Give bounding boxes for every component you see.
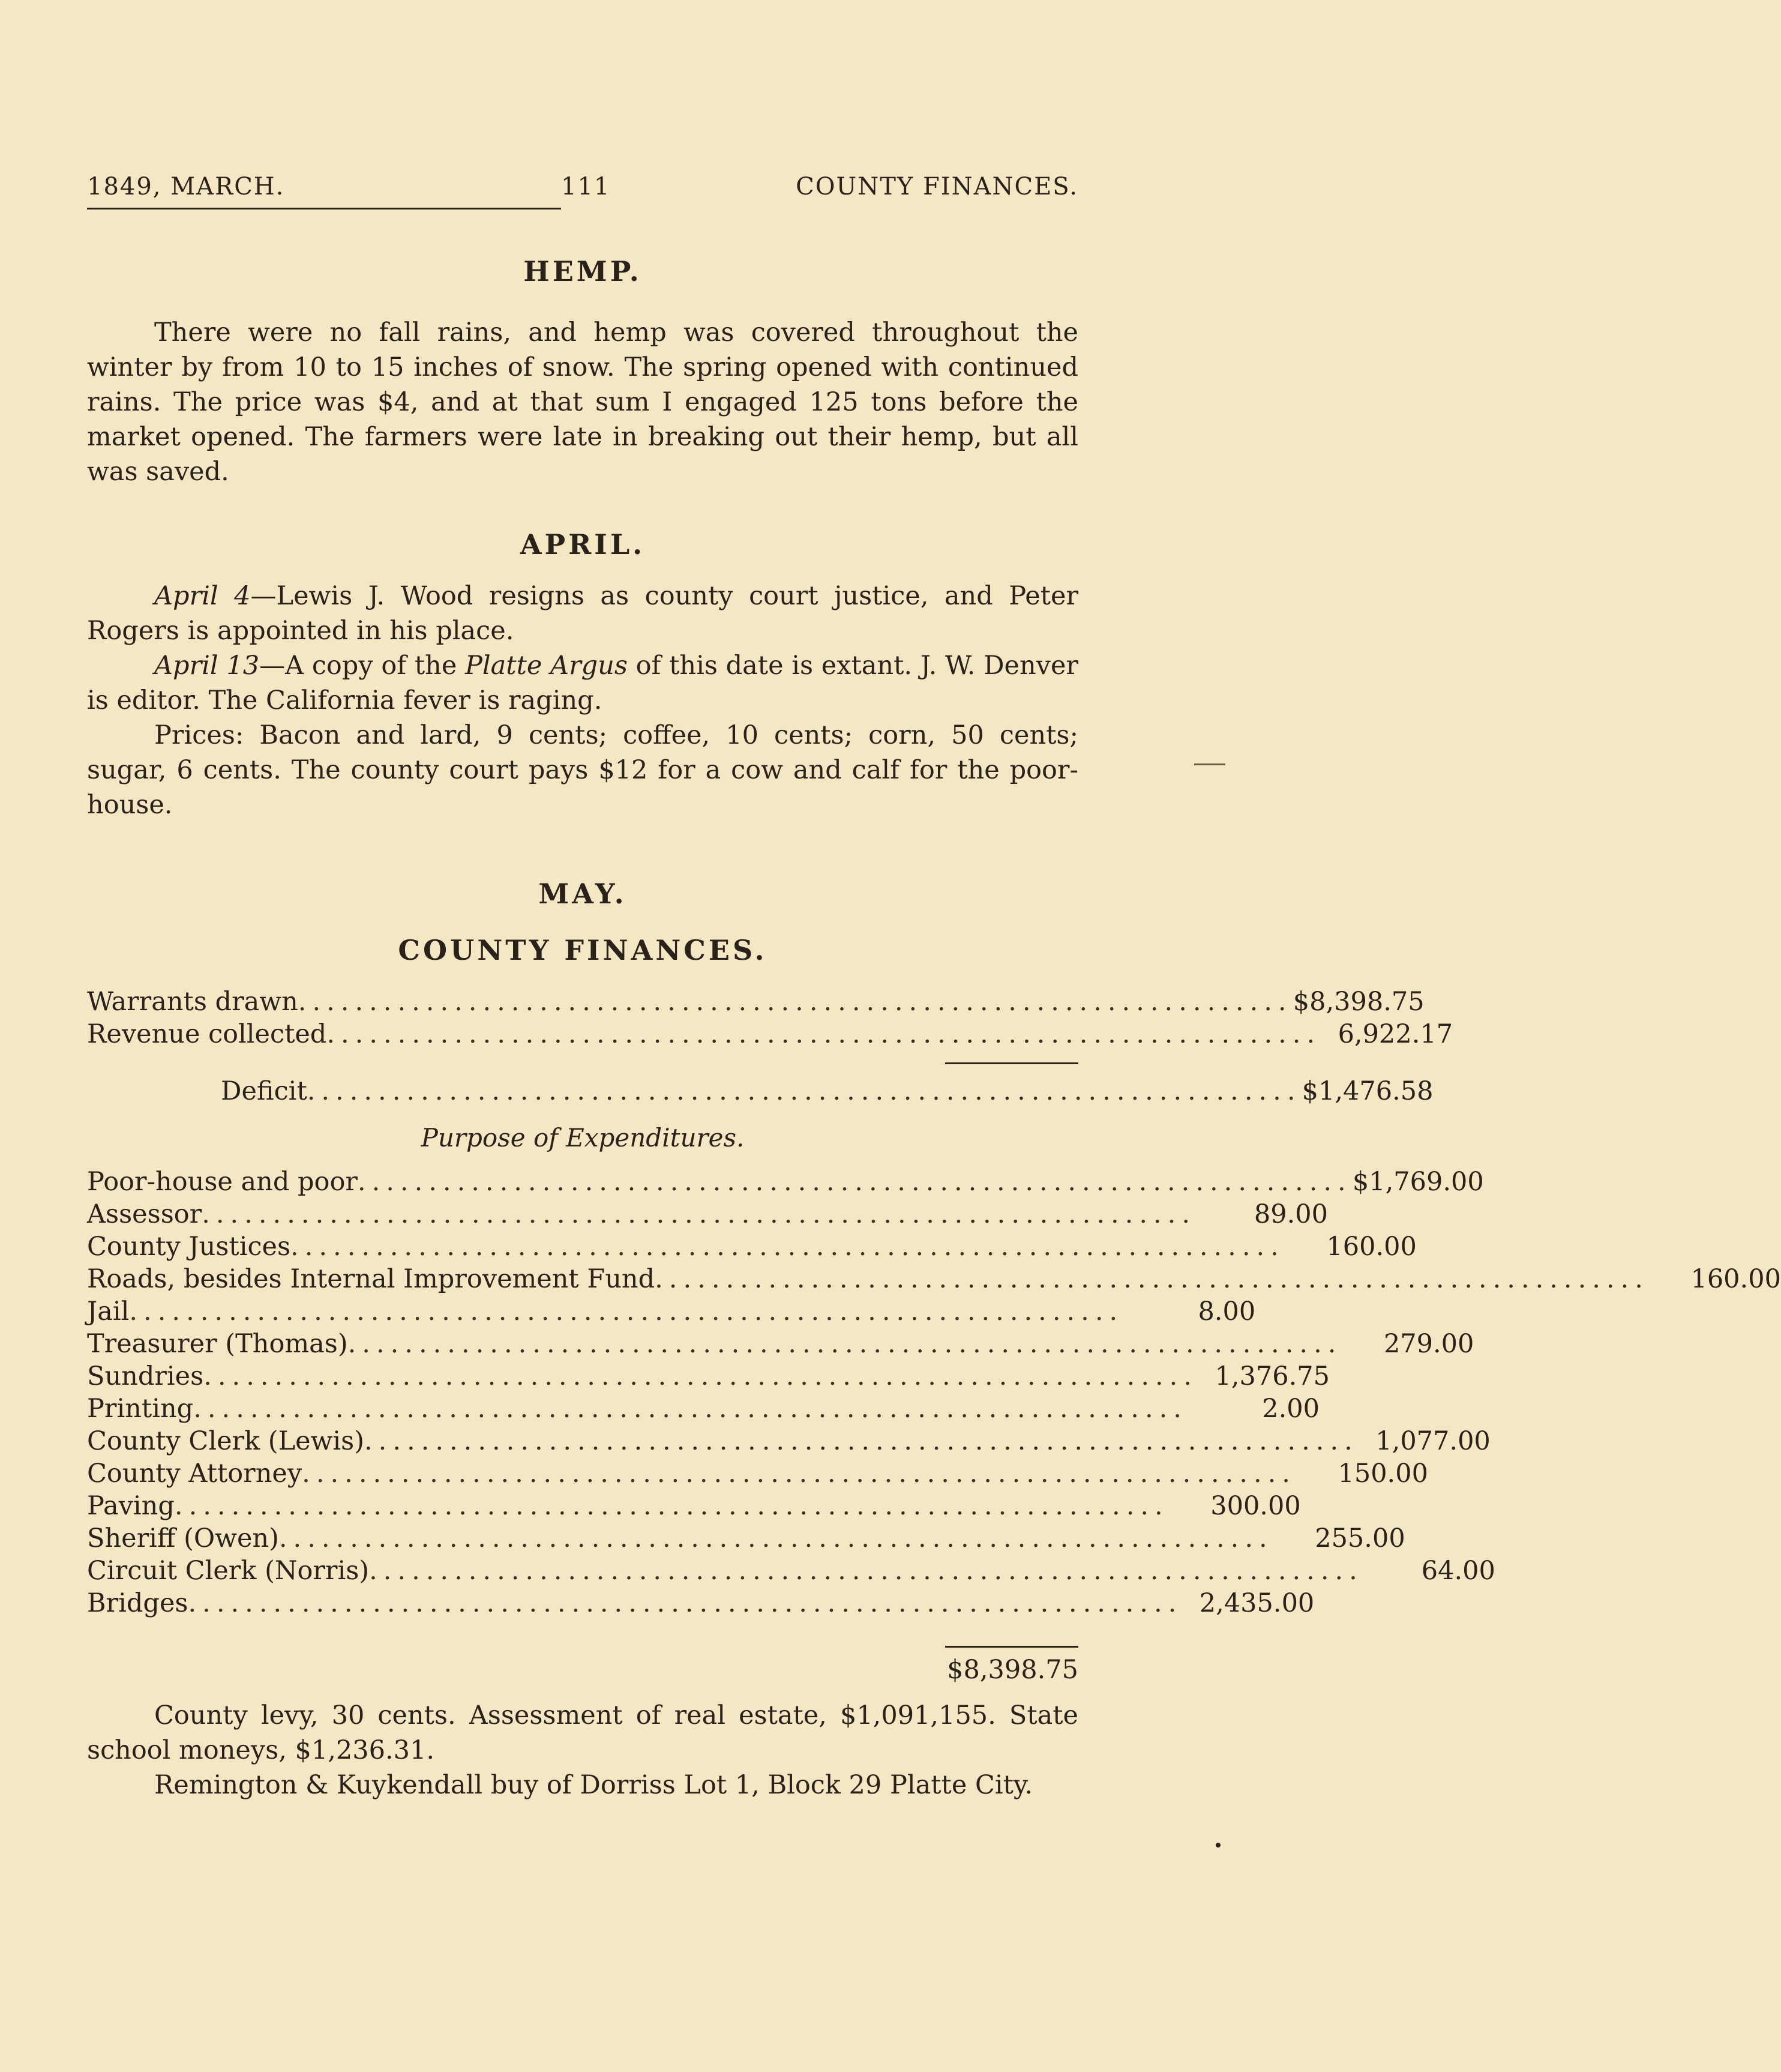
leader-dots: ...................................................................... <box>278 1523 1273 1553</box>
purpose-heading: Purpose of Expenditures. <box>421 1123 745 1152</box>
expenditure-row <box>87 1393 1320 1425</box>
expenditure-amount: 2,435.00 <box>1199 1588 1315 1618</box>
expenditure-label: Sundries <box>87 1361 204 1391</box>
margin-mark <box>1194 763 1225 765</box>
expenditure-label: Jail <box>87 1297 130 1327</box>
newspaper-title: Platte Argus <box>464 651 628 681</box>
county-finances-heading: COUNTY FINANCES. <box>398 934 767 966</box>
expenditure-row <box>87 1425 1491 1457</box>
leader-dots: ...................................................................... <box>364 1426 1359 1456</box>
expenditure-amount: 1,077.00 <box>1375 1426 1491 1456</box>
expenditure-row <box>87 1230 1417 1263</box>
may-section <box>87 878 1781 1802</box>
expenditure-row <box>87 1166 1484 1198</box>
april-13-text-a: —A copy of the <box>259 651 465 681</box>
expenditure-amount: 160.00 <box>1690 1264 1781 1294</box>
header-date: 1849, MARCH. <box>87 173 285 200</box>
expenditure-amount: 8.00 <box>1198 1297 1256 1327</box>
expenditure-row <box>87 1295 1256 1328</box>
april-13-date: April 13 <box>154 651 260 681</box>
expenditure-row <box>87 1522 1405 1555</box>
summary-amount: 6,922.17 <box>1338 1019 1453 1049</box>
expenditure-label: Circuit Clerk (Norris) <box>87 1556 370 1586</box>
remington-paragraph: Remington & Kuykendall buy of Dorriss Lot 1, Block 29 Platte City. <box>154 1770 1033 1800</box>
expenditure-amount: 150.00 <box>1338 1459 1428 1489</box>
expenditure-label: Assessor <box>87 1199 202 1229</box>
header-rule <box>87 208 561 209</box>
prices-entry: Prices: Bacon and lard, 9 cents; coffee, 10 cents; corn, 50 cents; sugar, 6 cents. The county court pays $12 for a cow and calf for the poor-house. <box>87 720 1078 820</box>
expenditure-total: $8,398.75 <box>947 1655 1078 1685</box>
expenditure-list <box>87 1166 1781 1685</box>
expenditure-label: Treasurer (Thomas) <box>87 1329 348 1359</box>
header-section: COUNTY FINANCES. <box>796 173 1078 200</box>
summary-row <box>87 986 1425 1018</box>
expenditure-amount: 300.00 <box>1210 1491 1301 1521</box>
expenditure-row <box>87 1587 1315 1619</box>
expenditure-label: County Attorney <box>87 1459 302 1489</box>
page-number: 111 <box>561 173 611 200</box>
deficit-label: Deficit <box>221 1076 307 1106</box>
hemp-section <box>87 255 1078 489</box>
expenditure-label: Poor-house and poor <box>87 1167 358 1197</box>
leader-dots: ...................................................................... <box>347 1329 1342 1359</box>
expenditure-amount: 2.00 <box>1262 1394 1320 1424</box>
leader-dots: ...................................................................... <box>369 1556 1363 1586</box>
expenditure-row <box>87 1198 1329 1230</box>
leader-dots: ...................................................................... <box>202 1199 1197 1229</box>
margin-dot <box>1216 1843 1221 1848</box>
april-13-entry <box>87 648 1078 718</box>
leader-dots: ...................................................................... <box>655 1264 1649 1294</box>
expenditure-amount: 64.00 <box>1421 1556 1495 1586</box>
subtotal-rule <box>945 1062 1078 1064</box>
total-rule <box>945 1646 1078 1648</box>
april-section <box>87 528 1078 822</box>
expenditure-amount: 279.00 <box>1383 1329 1474 1359</box>
expenditure-label: Printing <box>87 1394 194 1424</box>
leader-dots: ...................................................................... <box>307 1076 1302 1106</box>
expenditure-row <box>87 1457 1428 1490</box>
summary-label: Warrants drawn <box>87 987 298 1017</box>
deficit-row <box>87 1075 1434 1107</box>
expenditure-amount: 1,376.75 <box>1215 1361 1330 1391</box>
leader-dots: ...................................................................... <box>174 1491 1169 1521</box>
leader-dots: ...................................................................... <box>357 1167 1352 1197</box>
levy-paragraph: County levy, 30 cents. Assessment of real estate, $1,091,155. State school moneys, $1,236.31. <box>87 1700 1078 1765</box>
expenditure-amount: 89.00 <box>1254 1199 1329 1229</box>
expenditure-amount: 160.00 <box>1326 1232 1417 1262</box>
leader-dots: ...................................................................... <box>188 1588 1183 1618</box>
april-13-text-b: of this date is extant. J. W. Denver is editor. The California fever is raging. <box>87 651 1078 715</box>
leader-dots: ...................................................................... <box>290 1232 1285 1262</box>
summary-row <box>87 1018 1453 1050</box>
leader-dots: ...................................................................... <box>203 1361 1198 1391</box>
april-4-entry <box>87 579 1078 648</box>
expenditure-row <box>87 1328 1474 1360</box>
leader-dots: ...................................................................... <box>129 1297 1124 1327</box>
expenditure-label: County Justices <box>87 1232 291 1262</box>
finance-summary <box>87 986 1453 1107</box>
april-heading: APRIL. <box>520 528 646 561</box>
running-header <box>87 173 1078 206</box>
expenditure-label: Paving <box>87 1491 175 1521</box>
summary-amount: $8,398.75 <box>1293 987 1425 1017</box>
summary-label: Revenue collected <box>87 1019 327 1049</box>
expenditure-label: Roads, besides Internal Improvement Fund <box>87 1264 655 1294</box>
leader-dots: ...................................................................... <box>193 1394 1188 1424</box>
expenditure-amount: 255.00 <box>1315 1523 1405 1553</box>
april-4-date: April 4 <box>154 581 251 611</box>
april-4-text: —Lewis J. Wood resigns as county court justice, and Peter Rogers is appointed in his place. <box>87 581 1078 646</box>
expenditure-label: Bridges <box>87 1588 188 1618</box>
deficit-amount: $1,476.58 <box>1302 1076 1434 1106</box>
leader-dots: ...................................................................... <box>326 1019 1321 1049</box>
expenditure-amount: $1,769.00 <box>1352 1167 1484 1197</box>
leader-dots: ...................................................................... <box>302 1459 1296 1489</box>
expenditure-row <box>87 1490 1301 1522</box>
hemp-heading: HEMP. <box>523 255 642 288</box>
expenditure-label: County Clerk (Lewis) <box>87 1426 364 1456</box>
expenditure-label: Sheriff (Owen) <box>87 1523 279 1553</box>
expenditure-row <box>87 1263 1781 1295</box>
may-heading: MAY. <box>538 878 627 910</box>
expenditure-row <box>87 1555 1495 1587</box>
hemp-paragraph: There were no fall rains, and hemp was covered throughout the winter by from 10 to 15 inches of snow. The spring opened with continued rains. The price was $4, and at that sum I engaged 125 tons before the market opened. The farmers were late in breaking out their hemp, but all was saved. <box>87 318 1078 487</box>
leader-dots: ...................................................................... <box>298 987 1293 1017</box>
expenditure-row <box>87 1360 1330 1393</box>
